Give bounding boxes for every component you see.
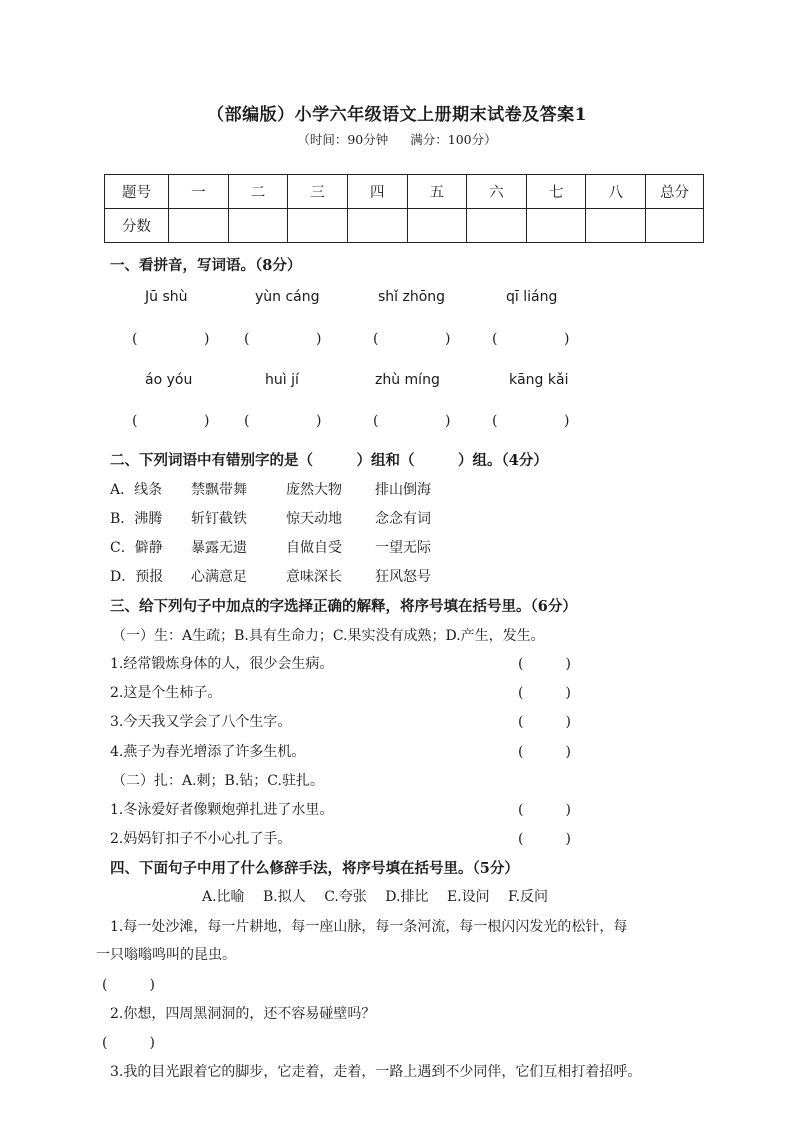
score-table-cell: 六 [467,175,527,209]
question-item: 2.这是个生柿子。 [110,685,222,701]
pinyin: áo yóu [145,372,193,388]
question-item: 2.你想，四周黑洞洞的，还不容易碰壁吗？ [110,1006,376,1022]
q3-part2-definitions: （二）扎：A.刺；B.钻；C.驻扎。 [112,773,324,789]
score-table-cell: 一 [169,175,229,209]
pinyin: qī liáng [506,289,558,305]
exam-page: （部编版）小学六年级语文上册期末试卷及答案1 （时间：90分钟 满分：100分） 题号 一 二 三 四 五 六 七 八 总分 分数 一、看拼音，写词语。（8分） Jū shù yùn cáng shǐ zhōng qī liáng ( ) ( ) ( ) ( ) áo yóu huì jí zhù míng kāng kǎi ( ) ( ) ( ) ( ) 二、下列词语中有错别字的是（ ）组和（ ）组。（4分） A．线条 禁飘带舞 庞然大物 排山倒海 B．沸腾 斩钉截铁 惊天动地 念念有词 C．僻静 暴露无遗 自做自受 一望无际 D．预报 心满意足 意味深长 狂风怒号 三、给下列句子中加点的字选择正确的解释，将序号填在括号里。（6分） （一）生：A生疏；B.具有生命力；C.果实没有成熟；D.产生，发生。 1.经常锻炼身体的人，很少会生病。 ( ) 2.这是个生柿子。 ( ) 3.今天我又学会了八个生字。 ( ) 4.燕子为春光增添了许多生机。 ( ) （二）扎：A.刺；B.钻；C.驻扎。 1.冬泳爱好者像颗炮弹扎进了水里。 ( ) 2.妈妈钉扣子不小心扎了手。 ( ) 四、下面句子中用了什么修辞手法，将序号填在括号里。（5分） A.比喻 B.拟人 C.夸张 D.排比 E.设问 F.反问 1.每一处沙滩，每一片耕地，每一座山脉，每一条河流，每一根闪闪发光的松针，每 一只嗡嗡鸣叫的昆虫。 ( ) 2.你想，四周黑洞洞的，还不容易碰壁吗？ ( ) 3.我的目光跟着它的脚步，它走着，走着，一路上遇到不少同伴，它们互相打着招呼。 [0,0,794,1123]
score-table-cell: 题号 [105,175,169,209]
word: 暴露无遗 [191,540,247,556]
word: 念念有词 [375,511,431,527]
answer-paren[interactable]: ( ) [518,802,571,818]
score-table-cell: 七 [526,175,586,209]
pinyin: huì jí [265,372,299,388]
rhetoric-options: A.比喻 B.拟人 C.夸张 D.排比 E.设问 F.反问 [202,889,549,905]
score-input-cell[interactable] [467,209,527,243]
score-table-cell: 四 [347,175,407,209]
score-input-cell[interactable] [347,209,407,243]
score-input-cell[interactable] [646,209,704,243]
answer-paren[interactable]: ( ) [518,714,571,730]
score-table [104,174,704,243]
word: 斩钉截铁 [191,511,247,527]
score-table-cell: 总分 [646,175,704,209]
question-item: 3.今天我又学会了八个生字。 [110,714,292,730]
word: 自做自受 [286,540,342,556]
score-table-cell: 八 [586,175,646,209]
answer-paren[interactable]: ( ) [518,744,571,760]
pinyin: shǐ zhōng [378,289,446,305]
option-letter: A．线条 [110,482,163,498]
answer-paren[interactable]: ( ) [102,1035,155,1051]
q1-heading: 一、看拼音，写词语。（8分） [110,257,302,274]
q2-heading: 二、下列词语中有错别字的是（ ）组和（ ）组。（4分） [110,452,548,469]
answer-paren[interactable]: ( ) [102,977,155,993]
q3-heading: 三、给下列句子中加点的字选择正确的解释，将序号填在括号里。（6分） [110,598,577,615]
score-table-cell: 二 [228,175,288,209]
exam-title: （部编版）小学六年级语文上册期末试卷及答案1 [207,105,587,125]
pinyin: zhù míng [375,372,440,388]
time-limit: （时间：90分钟 [297,132,389,147]
q4-heading: 四、下面句子中用了什么修辞手法，将序号填在括号里。（5分） [110,860,519,877]
score-table-cell: 分数 [105,209,169,243]
score-input-cell[interactable] [407,209,467,243]
score-table-score-row [105,209,704,243]
answer-paren[interactable]: ( ) [518,685,571,701]
word: 禁飘带舞 [191,482,247,498]
question-item: 1.经常锻炼身体的人，很少会生病。 [110,656,334,672]
score-input-cell[interactable] [228,209,288,243]
pinyin: Jū shù [145,289,188,305]
option-letter: C．僻静 [110,540,163,556]
score-input-cell[interactable] [586,209,646,243]
q3-part1-definitions: （一）生：A生疏；B.具有生命力；C.果实没有成熟；D.产生，发生。 [112,628,545,644]
question-item: 4.燕子为春光增添了许多生机。 [110,744,306,760]
word: 庞然大物 [286,482,342,498]
score-input-cell[interactable] [288,209,348,243]
word: 心满意足 [191,569,247,585]
word: 惊天动地 [286,511,342,527]
question-item: 3.我的目光跟着它的脚步，它走着，走着，一路上遇到不少同伴，它们互相打着招呼。 [110,1064,642,1080]
word: 意味深长 [286,569,342,585]
pinyin: yùn cáng [255,289,320,305]
answer-paren[interactable]: ( ) [518,831,571,847]
score-input-cell[interactable] [169,209,229,243]
question-item: 2.妈妈钉扣子不小心扎了手。 [110,831,292,847]
answer-paren[interactable]: ( ) [518,656,571,672]
score-table-header-row [105,175,704,209]
pinyin: kāng kǎi [509,372,569,388]
score-table-cell: 三 [288,175,348,209]
option-letter: B．沸腾 [110,511,163,527]
word: 排山倒海 [375,482,431,498]
score-table-cell: 五 [407,175,467,209]
question-item-continued: 一只嗡嗡鸣叫的昆虫。 [96,947,236,963]
full-score: 满分：100分） [410,132,497,147]
word: 一望无际 [375,540,431,556]
word: 狂风怒号 [375,569,431,585]
exam-subtitle [0,130,794,148]
option-letter: D．预报 [110,569,164,585]
score-input-cell[interactable] [526,209,586,243]
question-item: 1.冬泳爱好者像颗炮弹扎进了水里。 [110,802,334,818]
question-item: 1.每一处沙滩，每一片耕地，每一座山脉，每一条河流，每一根闪闪发光的松针，每 [110,919,628,935]
